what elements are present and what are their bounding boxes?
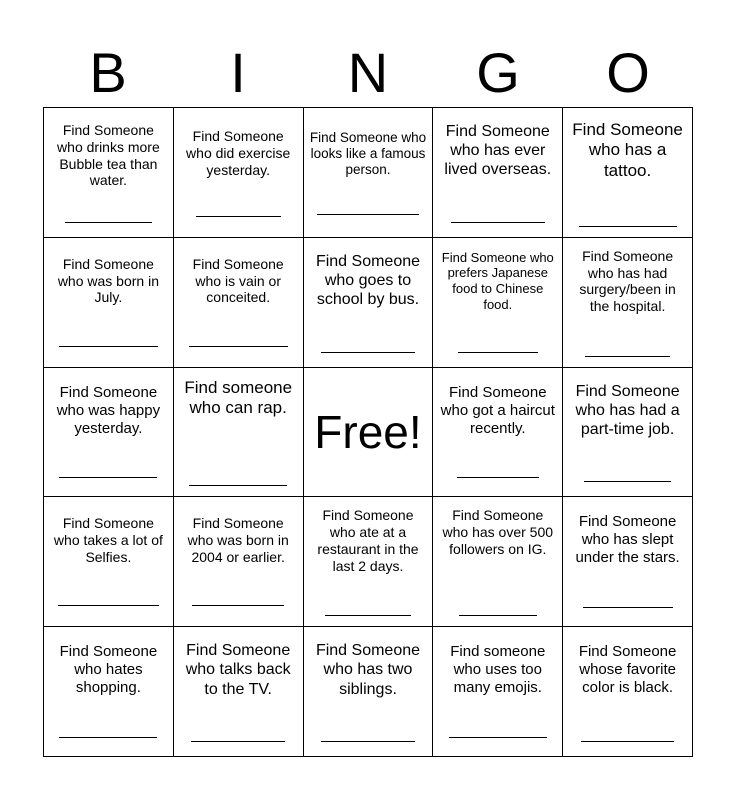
cell-text: Find Someone whose favorite color is black. [578, 643, 677, 697]
answer-line [191, 741, 284, 742]
cell-text: Find Someone who has had a part-time job. [575, 382, 680, 438]
bingo-cell [563, 368, 693, 498]
free-space-text: Free! [314, 405, 422, 458]
cell-text: Find Someone who prefers Japanese food to Chinese food. [441, 249, 554, 312]
cell-text: Find Someone who has two siblings. [315, 642, 421, 698]
bingo-cell [44, 368, 174, 498]
answer-line [579, 226, 677, 227]
cell-text: Find Someone who goes to school by bus. [315, 252, 421, 309]
bingo-cell [174, 497, 304, 627]
bingo-cell [304, 238, 434, 368]
answer-line [189, 485, 287, 486]
bingo-cell [563, 108, 693, 238]
bingo-cell [304, 108, 434, 238]
bingo-grid [43, 107, 693, 757]
answer-line [584, 481, 670, 482]
bingo-cell [433, 497, 563, 627]
cell-text: Find Someone who hates shopping. [59, 643, 158, 697]
bingo-cell [563, 627, 693, 757]
answer-line [458, 352, 539, 353]
answer-line [196, 216, 281, 217]
cell-text: Find Someone who was born in July. [57, 255, 159, 306]
cell-text: Find someone who uses too many emojis. [450, 643, 546, 697]
bingo-cell [433, 368, 563, 498]
header-letter-n: N [347, 41, 389, 104]
bingo-cell [433, 238, 563, 368]
header-letter-o: O [606, 41, 650, 104]
bingo-cell [304, 627, 434, 757]
answer-line [189, 346, 288, 347]
answer-line [65, 222, 151, 223]
answer-line [457, 477, 539, 478]
bingo-header [43, 40, 693, 106]
cell-text: Find Someone who has a tattoo. [572, 120, 683, 180]
free-space-cell [304, 368, 434, 498]
bingo-cell [44, 108, 174, 238]
cell-text: Find Someone who drinks more Bubble tea than water. [57, 122, 160, 189]
cell-text: Find Someone who did exercise yesterday. [186, 128, 291, 178]
cell-text: Find Someone who talks back to the TV. [185, 642, 291, 698]
answer-line [459, 615, 537, 616]
bingo-cell [433, 108, 563, 238]
cell-text: Find Someone who looks like a famous person. [309, 130, 427, 178]
cell-text: Find Someone who got a haircut recently. [440, 383, 555, 437]
answer-line [325, 615, 411, 616]
answer-line [59, 477, 157, 478]
answer-line [451, 222, 544, 223]
cell-text: Find Someone who was happy yesterday. [56, 383, 161, 437]
bingo-cell [433, 627, 563, 757]
answer-line [58, 605, 158, 606]
cell-text: Find Someone who has over 500 followers on IG. [442, 507, 554, 557]
answer-line [59, 346, 158, 347]
cell-text: Find Someone who was born in 2004 or earlier. [187, 515, 289, 565]
answer-line [583, 607, 673, 608]
header-letter-g: G [476, 41, 520, 104]
cell-text: Find Someone who is vain or conceited. [192, 255, 284, 306]
bingo-cell [174, 238, 304, 368]
answer-line [585, 356, 670, 357]
cell-text: Find Someone who has slept under the stars. [575, 513, 680, 567]
bingo-cell [563, 238, 693, 368]
answer-line [317, 214, 419, 215]
cell-text: Find someone who can rap. [184, 377, 293, 417]
bingo-cell [304, 497, 434, 627]
answer-line [321, 352, 414, 353]
header-letter-i: I [230, 41, 246, 104]
bingo-cell [44, 497, 174, 627]
cell-text: Find Someone who has had surgery/been in the hospital. [579, 247, 676, 315]
cell-text: Find Someone who has ever lived overseas. [444, 123, 552, 179]
answer-line [581, 741, 674, 742]
bingo-cell [174, 368, 304, 498]
header-letter-b: B [89, 41, 127, 104]
bingo-cell [174, 627, 304, 757]
cell-text: Find Someone who ate at a restaurant in the last 2 days. [317, 507, 419, 574]
answer-line [192, 605, 284, 606]
bingo-cell [44, 238, 174, 368]
bingo-cell [44, 627, 174, 757]
answer-line [449, 737, 547, 738]
answer-line [59, 737, 157, 738]
answer-line [321, 741, 414, 742]
cell-text: Find Someone who takes a lot of Selfies. [53, 515, 163, 565]
bingo-cell [174, 108, 304, 238]
bingo-cell [563, 497, 693, 627]
